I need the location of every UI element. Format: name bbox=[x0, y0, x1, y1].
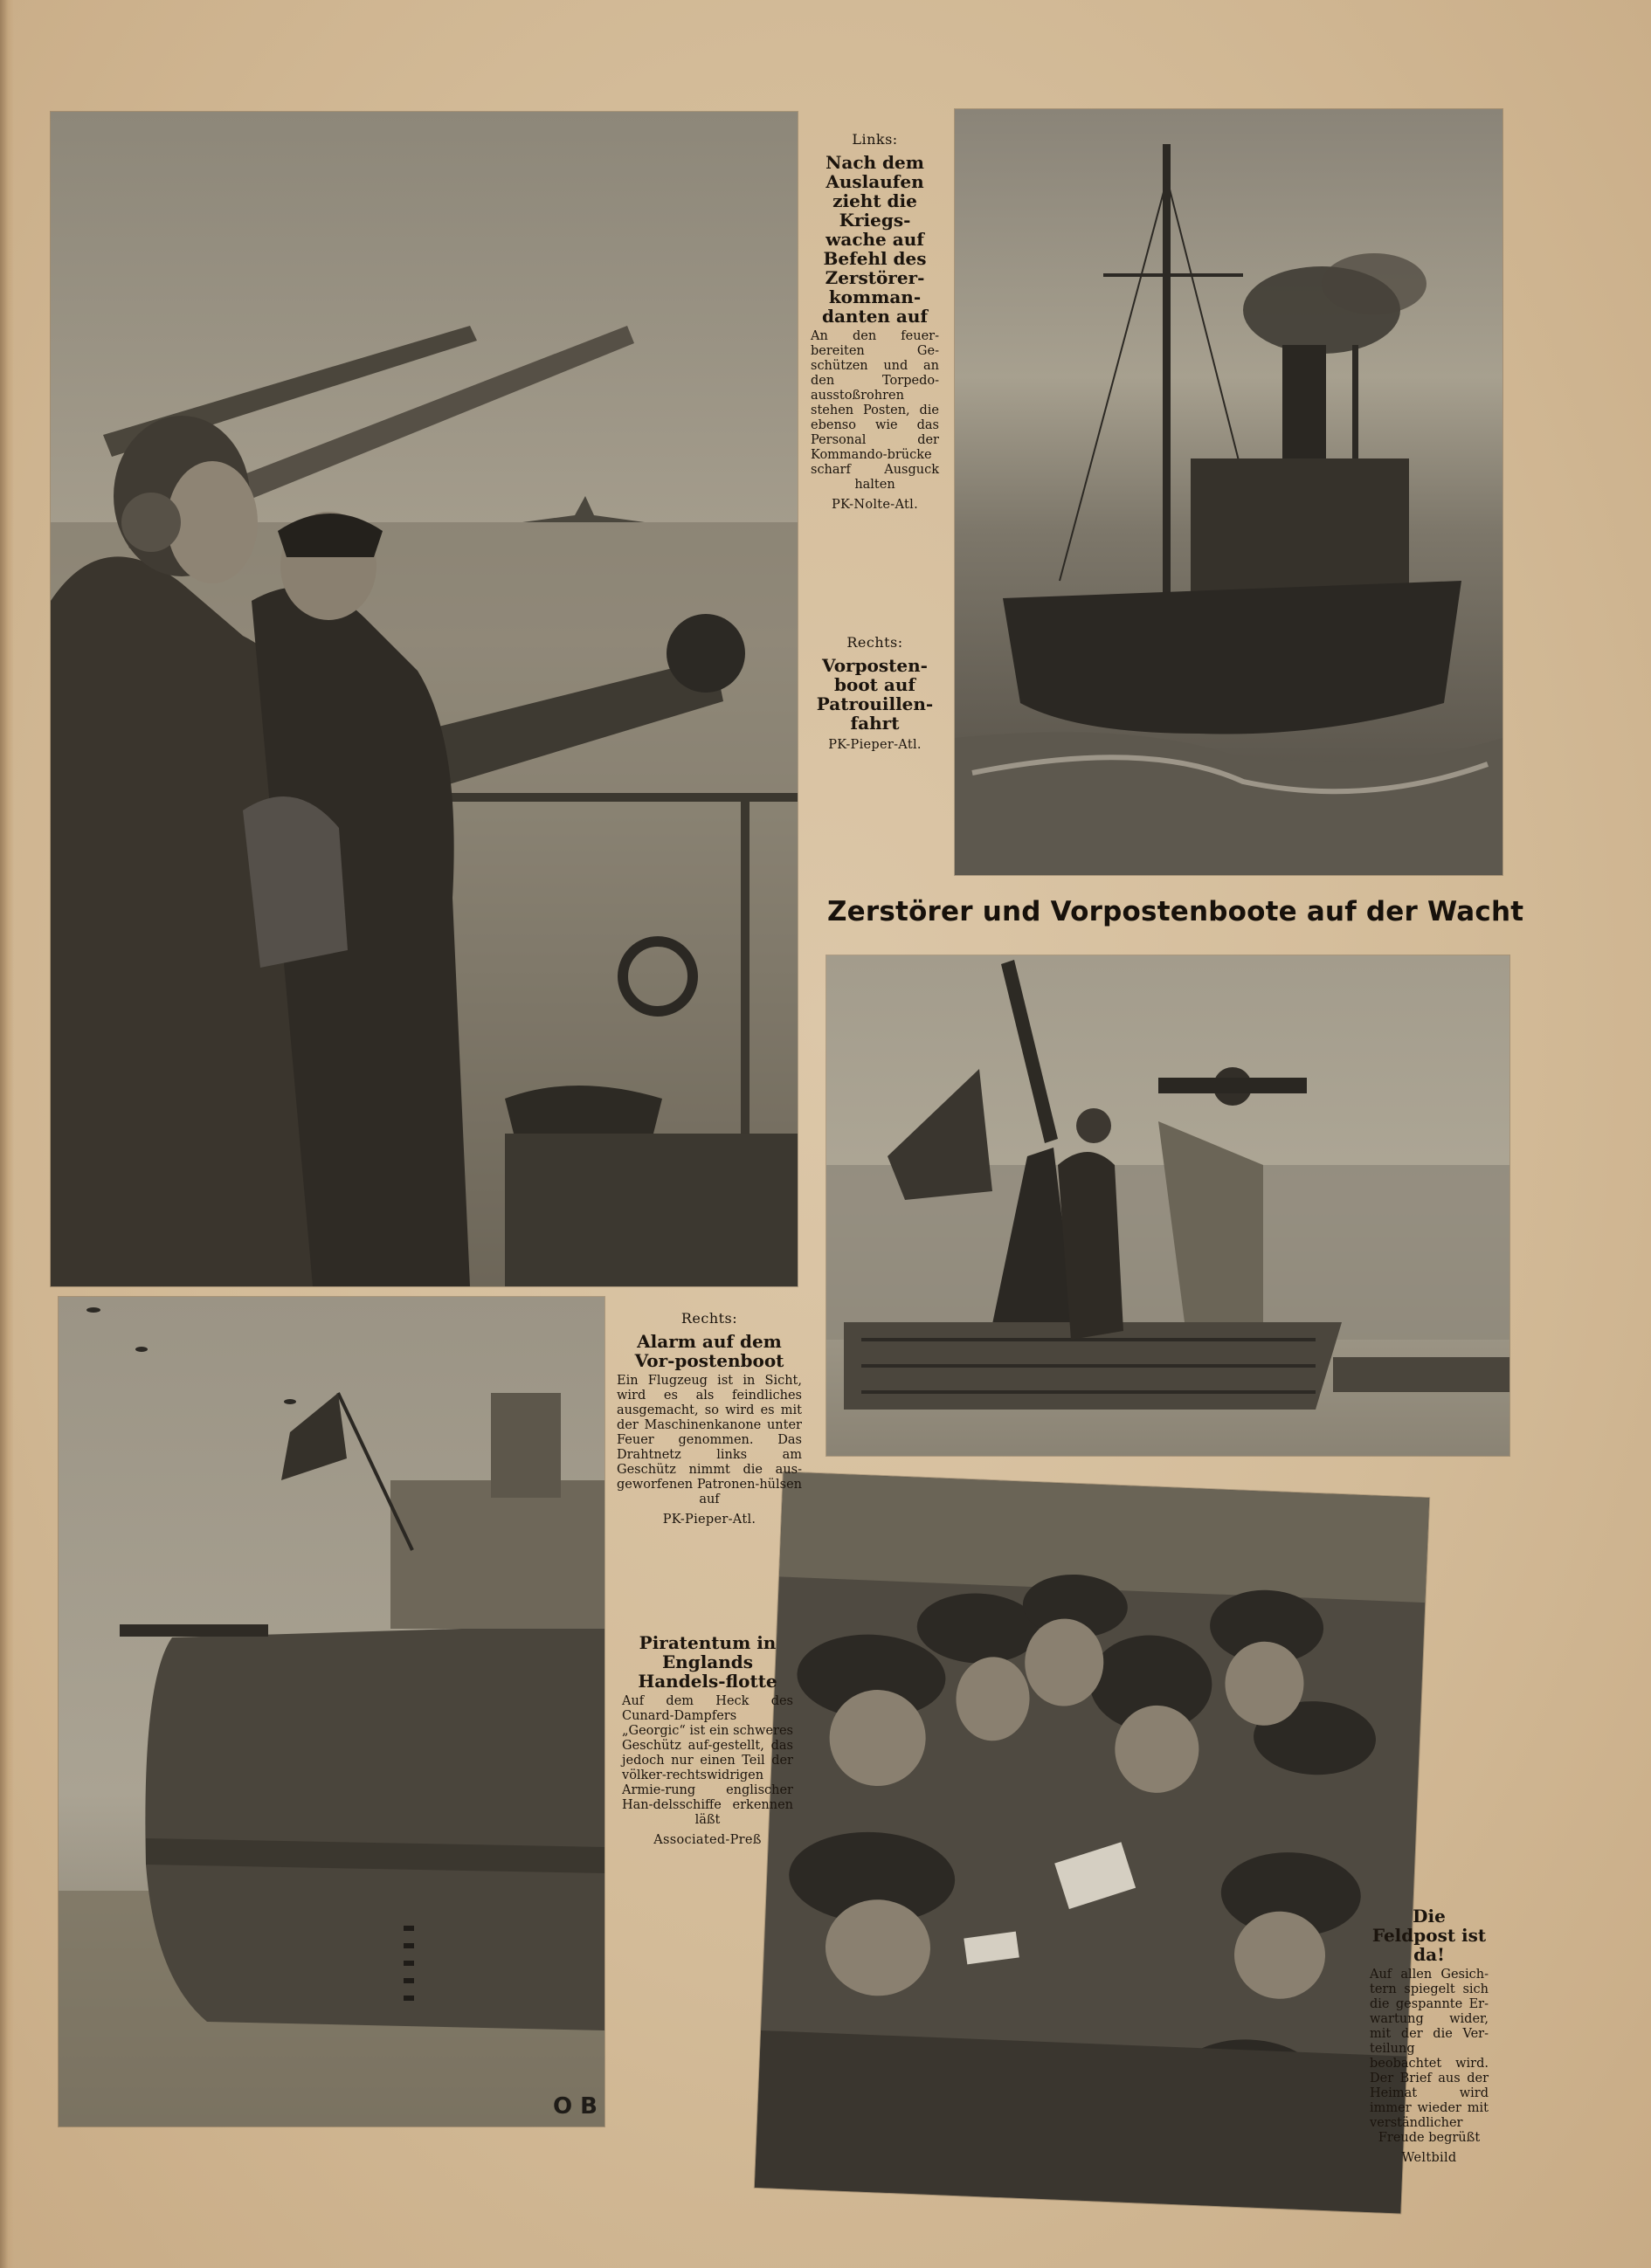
hull-marking: O B bbox=[553, 2093, 598, 2120]
caption-patrouille-direction: Rechts: bbox=[846, 634, 903, 651]
caption-alarm-text: Ein Flugzeug ist in Sicht, wird es als feindliches ausgemacht, so wird es mit der Maschinenkanone unter Feuer genommen. Das Drahtnetz links am Geschütz nimmt die aus-geworfenen Patronen-hülsen auf bbox=[617, 1374, 802, 1506]
caption-patrouille bbox=[811, 634, 939, 752]
caption-alarm-headline: Alarm auf dem Vor-postenboot bbox=[634, 1331, 784, 1371]
caption-feldpost-text: Auf allen Gesich-tern spiegelt sich die gespannte Er-wartung wider, mit der die Ver-teilung beobachtet wird. Der Brief aus der Heimat wird immer wieder mit verständlicher Freude begrüßt bbox=[1370, 1968, 1489, 2145]
caption-piratentum-text: Auf dem Heck des Cunard-Dampfers „Georgic“ ist ein schweres Geschütz auf-gestellt, das jedoch nur einen Teil der völker-rechtswidrigen Armie-rung englischer Han-delsschiffe erkennen läßt bbox=[622, 1694, 793, 1827]
caption-kriegswache-headline: Nach dem Auslaufen zieht die Kriegs-wache auf Befehl des Zerstörer-komman-danten auf bbox=[821, 152, 929, 327]
caption-kriegswache bbox=[811, 131, 939, 512]
caption-piratentum-credit: Associated-Preß bbox=[653, 1833, 762, 1847]
photo-field-post bbox=[755, 1472, 1429, 2213]
caption-feldpost-headline: Die Feldpost ist da! bbox=[1371, 1906, 1487, 1965]
photo-sailors-at-guns bbox=[51, 112, 798, 1286]
page-headline: Zerstörer und Vorpostenboote auf der Wacht bbox=[827, 896, 1524, 927]
caption-kriegswache-text: An den feuer-bereiten Ge-schützen und an den Torpedo-ausstoßrohren stehen Posten, die ebenso wie das Personal der Kommando-brücke scharf Ausguck halten bbox=[811, 329, 939, 492]
caption-alarm-credit: PK-Pieper-Atl. bbox=[662, 1513, 756, 1527]
photo-anti-aircraft-gun bbox=[826, 955, 1509, 1456]
page-gutter bbox=[0, 0, 14, 2268]
photo-patrol-boat bbox=[955, 109, 1502, 875]
photo-georgic-stern bbox=[59, 1297, 604, 2127]
caption-alarm-direction: Rechts: bbox=[680, 1310, 738, 1327]
caption-piratentum bbox=[622, 1633, 793, 1847]
caption-patrouille-headline: Vorposten-boot auf Patrouillen-fahrt bbox=[816, 655, 934, 734]
caption-alarm bbox=[617, 1310, 802, 1527]
caption-piratentum-headline: Piratentum in Englands Handels-flotte bbox=[638, 1632, 777, 1692]
caption-patrouille-credit: PK-Pieper-Atl. bbox=[828, 738, 922, 752]
caption-feldpost-credit: Weltbild bbox=[1401, 2151, 1457, 2165]
caption-feldpost bbox=[1370, 1906, 1489, 2165]
caption-kriegswache-credit: PK-Nolte-Atl. bbox=[832, 498, 918, 512]
caption-kriegswache-direction: Links: bbox=[852, 131, 898, 148]
